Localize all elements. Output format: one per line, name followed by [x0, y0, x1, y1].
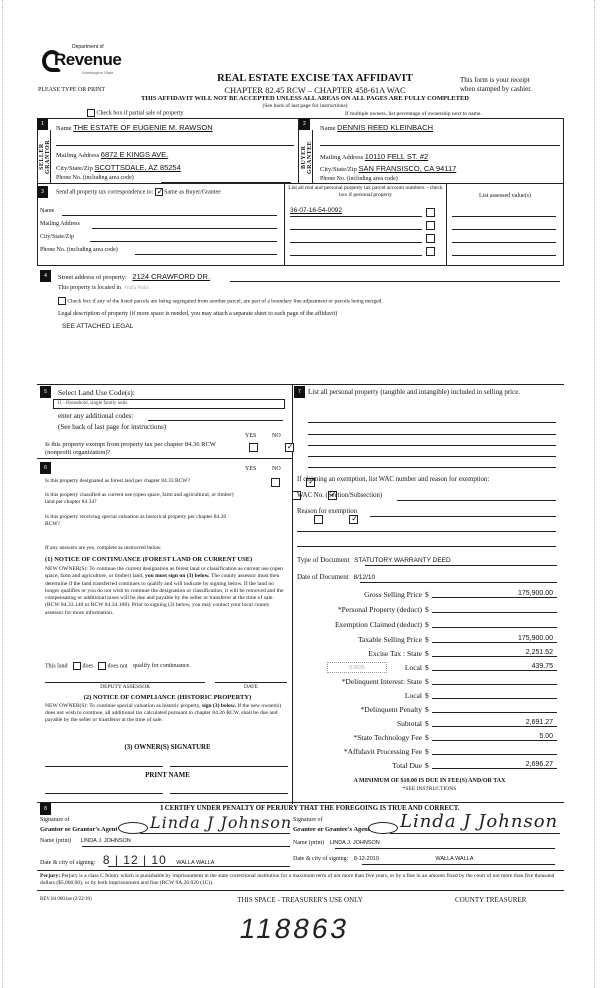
- continuance-body-bold: you must sign on (3) below.: [145, 573, 210, 580]
- section-5-badge: 5: [40, 386, 51, 398]
- corr-phone-row: [40, 247, 280, 253]
- wac-number-label: WAC No. (Section/Subsection): [297, 492, 383, 499]
- street-address-label: Street address of property:: [58, 274, 127, 281]
- section-6-top-border: [37, 458, 292, 459]
- currency-symbol: $: [425, 761, 429, 770]
- parcel-number[interactable]: 36-07-16-54-0092: [290, 207, 343, 214]
- corr-city-label: City/State/Zip: [40, 234, 74, 240]
- historic-property-question: Is this property receiving special valuation as historical property per chapter 84.26 RCW?: [45, 514, 227, 527]
- tax-row-label: *Delinquent Interest: State: [341, 677, 422, 686]
- personal-property-line[interactable]: [308, 456, 556, 457]
- please-type-note: PLEASE TYPE OR PRINT: [38, 87, 106, 93]
- tax-row-label: Local: [404, 691, 422, 700]
- section-8-badge: 8: [40, 803, 51, 815]
- land-use-see-back: (See back of last page for instructions): [58, 423, 167, 431]
- grantee-date-line: [362, 864, 555, 865]
- personal-property-checkbox[interactable]: [426, 208, 435, 217]
- parcel-line: [290, 216, 422, 217]
- grantee-signature-label-2: Grantee or Grantee's Agent: [293, 826, 370, 833]
- buyer-side-label-box: [299, 130, 313, 184]
- section-7-badge: 7: [294, 386, 305, 398]
- continuance-body-part1: NEW OWNER(S): To continue the current designation as forest land or classification as current use (open space, farm and agriculture, or timber) land,: [45, 566, 283, 580]
- tax-row-value[interactable]: 175,900.00: [432, 590, 557, 598]
- this-land-label: This land: [45, 663, 68, 670]
- current-use-question: Is this property classified as current use (open space, farm and agricultural, or timber) land per chapter 84.34?: [45, 492, 234, 505]
- correspondence-divider: [284, 184, 285, 266]
- grantor-signing-date[interactable]: 8 | 12 | 10: [102, 853, 167, 867]
- tax-row-label: *Affidavit Processing Fee: [343, 747, 422, 756]
- exemption-reason-field-2[interactable]: [297, 531, 556, 532]
- section-5-top-border: [37, 384, 564, 385]
- seller-mailing-value[interactable]: 6872 E KINGS AVE.: [100, 150, 169, 159]
- buyer-side-label: BUYER GRANTEE: [301, 140, 313, 174]
- grantor-name-label: Name (print): [40, 838, 72, 844]
- tax-row-label: Excise Tax : State: [368, 649, 422, 658]
- same-as-buyer-label: Same as Buyer/Grantee: [164, 189, 221, 196]
- land-use-select[interactable]: 11 - Household, single family units: [53, 399, 285, 409]
- buyer-mailing-label: Mailing Address: [320, 154, 364, 161]
- located-in-label: This property is located in: [58, 285, 121, 291]
- tax-row-value[interactable]: 175,900.00: [432, 635, 557, 643]
- does-qualify-checkbox[interactable]: [73, 662, 81, 670]
- seller-phone-field[interactable]: [161, 182, 291, 183]
- parcel-divider: [446, 184, 447, 266]
- currency-symbol: $: [425, 691, 429, 700]
- compliance-title: (2) NOTICE OF COMPLIANCE (HISTORIC PROPERTY): [83, 694, 252, 701]
- tax-row-value[interactable]: [432, 747, 557, 755]
- corr-phone-label: Phone No. (including area code): [40, 247, 118, 253]
- grantee-signing-date[interactable]: 8-12-2010: [353, 856, 379, 862]
- perjury-notice: [40, 873, 560, 888]
- yes-column-header: YES: [245, 433, 257, 439]
- does-label: does: [82, 663, 94, 670]
- currency-symbol: $: [425, 747, 429, 756]
- assessor-date-line[interactable]: [215, 682, 287, 683]
- compliance-body-bold: sign (3) below.: [201, 703, 236, 709]
- tax-row-label: *Personal Property (deduct): [337, 605, 422, 614]
- buyer-mailing-row: [320, 152, 560, 161]
- tax-row-delinquent-penalty: [297, 705, 562, 717]
- segregation-label: Check box if any of the listed parcels are being segregated from another parcel, are part of a boundary line adjustment or parcels being merged.: [67, 298, 383, 305]
- see-back-note: (See back of last page for instructions): [262, 103, 348, 109]
- tax-row-gross-selling-price: [297, 590, 562, 602]
- perjury-label: Perjury:: [40, 873, 61, 879]
- multiple-owners-note: If multiple owners, list percentage of ownership next to name.: [345, 111, 482, 117]
- personal-property-checkbox[interactable]: [426, 247, 435, 256]
- tax-row-label: Taxable Selling Price: [357, 635, 422, 644]
- tax-row-label: Exemption Claimed (deduct): [334, 620, 422, 629]
- section-8-top-border: [37, 802, 564, 803]
- scan-edge-right: [594, 0, 596, 988]
- tax-row-value[interactable]: 439.75: [432, 663, 557, 671]
- document-date-row: [297, 573, 557, 581]
- certification-statement: I CERTIFY UNDER PENALTY OF PERJURY THAT THE FOREGOING IS TRUE AND CORRECT.: [160, 805, 460, 812]
- grantor-name-value[interactable]: LINDA J. JOHNSON: [80, 838, 131, 844]
- segregation-row: [58, 297, 383, 305]
- personal-property-line[interactable]: [308, 434, 556, 435]
- continuance-body-part2: The county assessor must then determine if the land transferred continues to qualify and will indicate by signing below. If the land no longer qualifies or you do not wish to continue the designation or classification, it will be removed and the compensating or additional taxes will be due and payable by the seller or transferor at the time of sale. (RCW 84.33.140 or RCW 84.34.108). Prior to signing (3) below, you may contact your local county assessor for more information.: [45, 573, 284, 616]
- seller-mailing-row: [56, 150, 294, 159]
- grantor-date-row: [40, 853, 214, 867]
- scan-edge-left: [2, 0, 4, 988]
- corr-mailing-label: Mailing Address: [40, 221, 80, 227]
- tax-row-label: Local: [404, 663, 422, 672]
- legal-description-label: Legal description of property (if more space is needed, you may attach a separate sheet to each page of the affidavit): [58, 311, 338, 317]
- tax-row-state-technology-fee: [297, 733, 562, 745]
- buyer-name-label: Name: [320, 125, 336, 132]
- corr-phone-field[interactable]: [135, 254, 277, 255]
- corr-name-label: Name: [40, 208, 55, 214]
- tax-row-affidavit-processing-fee: [297, 747, 562, 759]
- parcel-line[interactable]: [290, 242, 422, 243]
- grantee-signature-line: [390, 833, 560, 834]
- tax-row-value[interactable]: [432, 677, 557, 685]
- tax-row-value[interactable]: 5.00: [432, 733, 557, 741]
- grantee-signature-label-1: Signature of: [293, 817, 323, 823]
- legal-description-value[interactable]: SEE ATTACHED LEGAL: [62, 323, 134, 330]
- parcel-row: [290, 207, 440, 216]
- personal-property-checkbox[interactable]: [426, 221, 435, 230]
- grantor-name-line: [82, 846, 290, 847]
- same-as-buyer-checkbox[interactable]: [155, 188, 163, 196]
- seller-side-label-box: [37, 130, 51, 184]
- document-date-value[interactable]: 8/12/10: [353, 574, 376, 581]
- historic-yes-checkbox[interactable]: [314, 515, 323, 524]
- section-6-badge: 6: [40, 462, 51, 474]
- tax-row-value[interactable]: [432, 705, 557, 713]
- section-4-badge: 4: [40, 270, 51, 282]
- owner-signature-line-1[interactable]: [45, 766, 163, 767]
- tax-row-subtotal: [297, 719, 562, 731]
- corr-mailing-field[interactable]: [92, 228, 277, 229]
- compliance-body-part2: If the new owner(s) does not wish to continue, all additional tax calculated pursuant to chapter 84.26 RCW, shall be due and payable by the seller or transferor at the time of sale.: [45, 703, 282, 723]
- grantee-signature[interactable]: Linda J Johnson: [400, 811, 559, 832]
- located-in-row: [58, 285, 149, 291]
- historic-no-checkbox[interactable]: [349, 515, 358, 524]
- if-yes-note: If any answers are yes, complete as instructed below.: [45, 545, 162, 551]
- grantor-name-row: [40, 838, 131, 844]
- tax-row-value[interactable]: [432, 691, 557, 699]
- tax-row-label: *State Technology Fee: [353, 733, 422, 742]
- seller-mailing-label: Mailing Address: [56, 152, 100, 159]
- does-not-qualify-checkbox[interactable]: [98, 662, 106, 670]
- designation-no-header: NO: [272, 466, 281, 472]
- minimum-fee-note: A MINIMUM OF $10.00 IS DUE IN FEE(S) AND/OR TAX: [353, 778, 506, 784]
- grantee-name-label: Name (print): [293, 840, 325, 846]
- continuance-qualify-row: [45, 662, 191, 670]
- document-type-row: [297, 556, 557, 564]
- assessor-date-label: DATE: [243, 684, 259, 690]
- perjury-top-border: [37, 870, 564, 871]
- perjury-bottom-border: [37, 890, 564, 891]
- tax-row-exemption-claimed: [297, 620, 562, 632]
- logo-revenue-text: Revenue: [54, 50, 122, 69]
- grantor-signature[interactable]: Linda J Johnson: [150, 813, 293, 832]
- send-correspondence-row: [56, 188, 221, 196]
- form-revision: REV 84 0001ae (2/22/10): [40, 897, 92, 902]
- section-1-badge: 1: [37, 118, 48, 130]
- completion-warning: THIS AFFIDAVIT WILL NOT BE ACCEPTED UNLESS ALL AREAS ON ALL PAGES ARE FULLY COMPLETED: [141, 95, 469, 102]
- seller-name-row: [56, 123, 294, 132]
- parcel-line[interactable]: [290, 229, 422, 230]
- owner-print-name-line-2[interactable]: [170, 793, 288, 794]
- buyer-city-row: [320, 164, 560, 173]
- assessed-value-field[interactable]: [452, 255, 556, 256]
- designation-yes-header: YES: [245, 466, 257, 472]
- tax-row-label: Gross Selling Price: [364, 590, 422, 599]
- additional-codes-row: [58, 412, 133, 420]
- seller-name-label: Name: [56, 125, 72, 132]
- tax-row-taxable-selling-price: [297, 635, 562, 647]
- buyer-phone-label: Phone No. (including area code): [320, 176, 398, 182]
- tax-row-label: Total Due: [392, 761, 422, 770]
- tax-row-total-due: [297, 761, 562, 773]
- tax-row-value[interactable]: 2,691.27: [432, 719, 557, 727]
- tax-row-value[interactable]: 2,251.52: [432, 649, 557, 657]
- seller-phone-label: Phone No. (including area code): [56, 175, 134, 181]
- tax-row-value[interactable]: [432, 605, 557, 613]
- section-2-badge: 2: [299, 118, 310, 130]
- corr-city-field[interactable]: [90, 241, 277, 242]
- forest-land-question: Is this property designated as forest land per chapter 84.33 RCW?: [45, 478, 190, 484]
- grantee-name-value[interactable]: LINDA J. JOHNSON: [329, 840, 380, 846]
- parcel-row: [290, 220, 440, 229]
- document-type-line: [365, 565, 557, 566]
- seller-side-label: SELLER GRANTOR: [39, 139, 51, 175]
- owner-print-name-line-1[interactable]: [45, 793, 163, 794]
- document-date-label: Date of Document: [297, 573, 349, 581]
- buyer-name-row: [320, 123, 560, 132]
- compliance-body: [45, 703, 285, 724]
- form-subtitle: CHAPTER 82.45 RCW – CHAPTER 458-61A WAC: [224, 85, 406, 95]
- deputy-assessor-signature-line[interactable]: [45, 682, 205, 683]
- buyer-city-label: City/State/Zip: [320, 166, 357, 173]
- personal-property-checkbox[interactable]: [426, 234, 435, 243]
- buyer-phone-row: [320, 176, 560, 182]
- section-3-badge: 3: [37, 186, 48, 198]
- personal-property-line[interactable]: [308, 422, 556, 423]
- assessed-value-field[interactable]: [452, 242, 556, 243]
- grantee-date-row: [293, 856, 474, 862]
- tax-calculation-table: [297, 590, 562, 790]
- grantor-date-city-label: Date & city of signing:: [40, 860, 96, 866]
- assessed-value-header: List assessed value(s): [479, 193, 531, 199]
- section-7-divider: [297, 546, 556, 547]
- tax-row-excise-state: [297, 649, 562, 661]
- owner-signature-heading: (3) OWNER(S) SIGNATURE: [124, 744, 211, 751]
- tax-row-delinquent-interest-state: [297, 677, 562, 689]
- treasurer-use-label: THIS SPACE - TREASURER'S USE ONLY: [237, 896, 363, 904]
- grantor-signature-line: [140, 833, 290, 834]
- currency-symbol: $: [425, 605, 429, 614]
- qualify-label: qualify for continuance.: [133, 663, 191, 670]
- document-date-line: [360, 582, 557, 583]
- seller-name-line2[interactable]: [56, 145, 294, 146]
- grantor-date-line: [108, 866, 290, 867]
- corr-city-row: [40, 234, 280, 240]
- tax-row-value[interactable]: [432, 620, 557, 628]
- partial-sale-label: Check box if partial sale of property: [96, 110, 184, 117]
- seller-name-value[interactable]: THE ESTATE OF EUGENIE M. RAWSON: [73, 123, 213, 132]
- grantee-signing-city[interactable]: WALLA WALLA: [435, 856, 474, 862]
- currency-symbol: $: [425, 649, 429, 658]
- document-type-value[interactable]: STATUTORY WARRANTY DEED: [354, 557, 451, 564]
- exemption-reason-label: Reason for exemption: [297, 508, 358, 515]
- currency-symbol: $: [425, 705, 429, 714]
- additional-codes-label: enter any additional codes:: [58, 412, 134, 420]
- see-instructions-note: *SEE INSTRUCTIONS: [402, 786, 457, 792]
- print-name-heading: PRINT NAME: [145, 771, 190, 779]
- revenue-logo: [42, 44, 122, 84]
- does-not-label: does not: [107, 663, 128, 670]
- buyer-city-value[interactable]: SAN FRANSISCO, CA 94117: [358, 164, 457, 173]
- street-address-value[interactable]: 2124 CRAWFORD DR.: [132, 272, 211, 281]
- street-address-row: [58, 272, 210, 281]
- form-title: REAL ESTATE EXCISE TAX AFFIDAVIT: [217, 73, 413, 84]
- currency-symbol: $: [425, 590, 429, 599]
- currency-symbol: $: [425, 677, 429, 686]
- send-correspondence-label: Send all property tax correspondence to:: [56, 189, 154, 196]
- grantee-name-line: [335, 848, 555, 849]
- parcel-row: [290, 246, 440, 255]
- seller-phone-row: [56, 175, 294, 181]
- personal-property-line[interactable]: [308, 467, 556, 468]
- personal-property-line[interactable]: [308, 445, 556, 446]
- owner-signature-line-2[interactable]: [170, 766, 288, 767]
- located-in-value[interactable]: Walla Walla: [124, 286, 149, 291]
- currency-symbol: $: [425, 620, 429, 629]
- parcel-line[interactable]: [290, 255, 422, 256]
- exemption-reason-field[interactable]: [370, 516, 556, 517]
- partial-sale-row: [87, 109, 183, 117]
- grantee-date-city-label: Date & city of signing:: [293, 856, 349, 862]
- compliance-body-part1: NEW OWNER(S): To continue special valuation as historic property,: [45, 703, 201, 709]
- tax-row-delinquent-interest-local: [297, 691, 562, 703]
- currency-symbol: $: [425, 663, 429, 672]
- grantor-signature-label-2: Grantor or Grantor's Agent: [40, 826, 118, 833]
- exempt-question: Is this property exempt from property tax per chapter 84.36 RCW (nonprofit organization)?: [45, 441, 216, 456]
- seller-city-value[interactable]: SCOTTSDALE, AZ 85254: [94, 163, 181, 172]
- buyer-name-value[interactable]: DENNIS REED KLEINBACH: [337, 123, 434, 132]
- currency-symbol: $: [425, 719, 429, 728]
- personal-property-label: List all personal property (tangible and intangible) included in selling price.: [308, 388, 521, 396]
- buyer-mailing-value[interactable]: 10110 FELL ST. #2: [364, 152, 429, 161]
- corr-name-row: [40, 208, 280, 214]
- exempt-no-checkbox[interactable]: [285, 443, 294, 452]
- corr-mailing-row: [40, 221, 280, 227]
- forest-land-yes-checkbox[interactable]: [271, 478, 280, 487]
- tax-row-label: Subtotal: [396, 719, 422, 728]
- land-use-label: Select Land Use Code(s):: [58, 388, 135, 397]
- seller-city-label: City/State/Zip: [56, 165, 93, 172]
- street-address-line: [230, 281, 560, 282]
- parcel-row: [290, 233, 440, 242]
- exempt-yes-checkbox[interactable]: [249, 443, 258, 452]
- perjury-text: Perjury is a class C felony which is punishable by imprisonment in the state correctional institution for a maximum term of not more than five years, or by a fine in an amount fixed by the court of not more than five thousand dollars ($5,000.00), or by both imprisonment and fine (RCW 9A.20.020 (1C)).: [40, 873, 555, 887]
- parcel-header: List all real and personal property tax parcel account numbers – check box if personal property: [288, 185, 443, 198]
- grantee-name-row: [293, 840, 380, 846]
- deputy-assessor-label: DEPUTY ASSESSOR: [100, 684, 150, 690]
- local-rate-box[interactable]: 0.0025: [327, 662, 387, 673]
- receipt-note-line2: when stamped by cashier.: [460, 85, 532, 93]
- grantor-signature-label-1: Signature of: [40, 817, 70, 823]
- tax-row-personal-property: [297, 605, 562, 617]
- continuance-body: [45, 566, 285, 617]
- segregation-checkbox[interactable]: [58, 297, 66, 305]
- grantor-signing-city[interactable]: WALLA WALLA: [176, 860, 215, 866]
- handwritten-stamp-number: 118863: [237, 913, 353, 944]
- assessed-value-field[interactable]: [452, 229, 556, 230]
- continuance-title: (1) NOTICE OF CONTINUANCE (FOREST LAND OR CURRENT USE): [45, 556, 253, 563]
- seller-city-row: [56, 163, 294, 172]
- currency-symbol: $: [425, 635, 429, 644]
- logo-dept-text: Department of: [72, 44, 104, 50]
- document-type-label: Type of Document: [297, 556, 350, 564]
- tax-row-label: *Delinquent Penalty: [360, 705, 422, 714]
- logo-state-text: Washington State: [82, 70, 114, 75]
- tax-row-value[interactable]: 2,696.27: [432, 761, 557, 769]
- additional-codes-field[interactable]: [148, 420, 283, 421]
- county-treasurer-label: COUNTY TREASURER: [455, 896, 527, 904]
- buyer-name-line2[interactable]: [320, 145, 560, 146]
- wac-number-field[interactable]: [397, 500, 556, 501]
- tax-row-excise-local: [297, 663, 562, 675]
- assessed-value-field[interactable]: [452, 216, 556, 217]
- exemption-label: If claiming an exemption, list WAC number and reason for exemption:: [297, 476, 490, 483]
- partial-sale-checkbox[interactable]: [87, 109, 95, 117]
- currency-symbol: $: [425, 733, 429, 742]
- receipt-note-line1: This form is your receipt: [460, 76, 530, 84]
- no-column-header: NO: [272, 433, 281, 439]
- corr-name-field[interactable]: [62, 215, 277, 216]
